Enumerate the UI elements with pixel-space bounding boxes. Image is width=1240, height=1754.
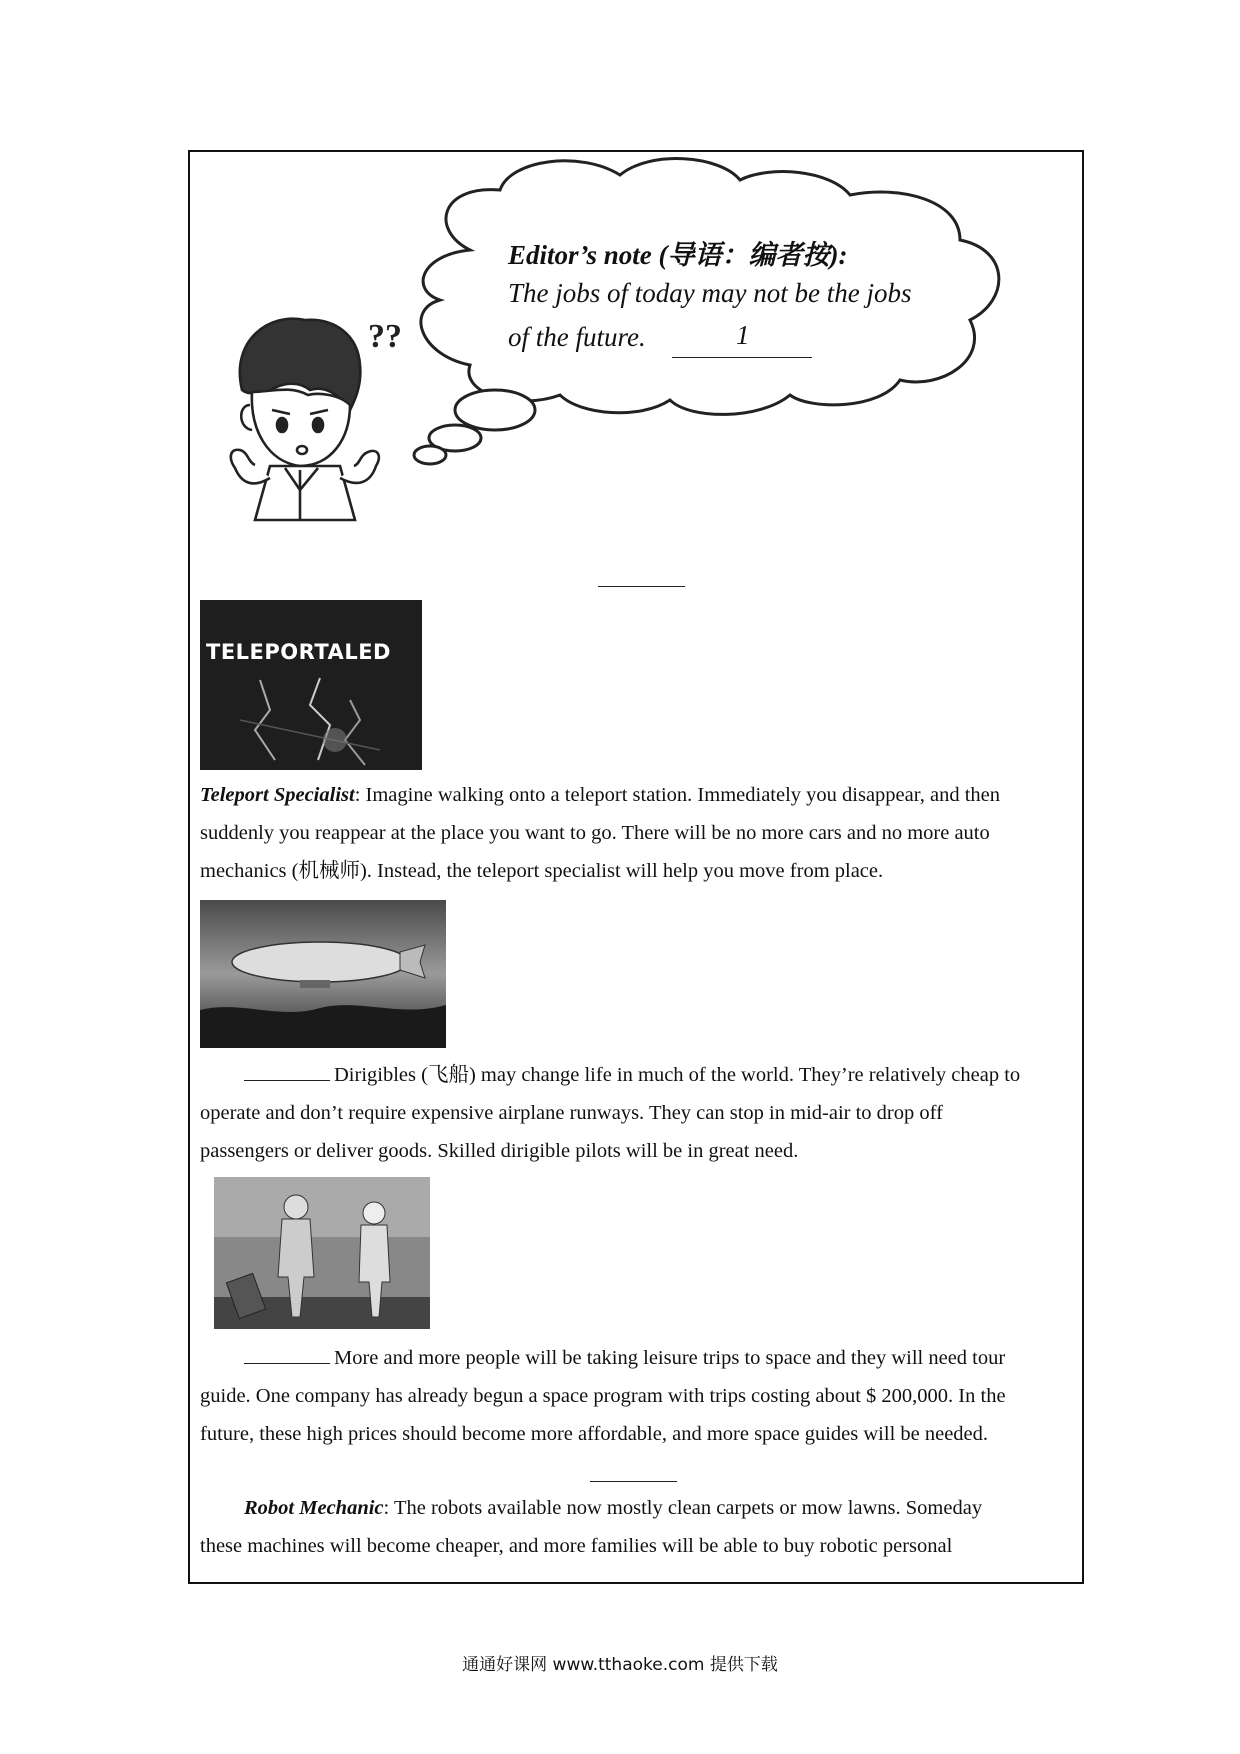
robot-title-blank-line: [590, 1481, 677, 1482]
astronauts-image: [214, 1177, 430, 1329]
teleport-paragraph: Teleport Specialist: Imagine walking onto a teleport station. Immediately you disappear, and then suddenly you reappear at the place you want to go. There will be no more cars and no more auto mechanics (机械师). Instead, the teleport specialist will help you move from place.: [200, 784, 1001, 882]
blank-1-number: 1: [736, 320, 750, 350]
teleport-image: [200, 600, 422, 770]
question-marks: ??: [368, 318, 402, 355]
teleportaled-label: TELEPORTALED: [206, 640, 391, 664]
editor-note-line2: of the future.: [508, 322, 646, 352]
robot-mechanic-paragraph: Robot Mechanic: The robots available now mostly clean carpets or mow lawns. Someday these machines will become cheaper, and more families will be able to buy robotic personal: [200, 1497, 983, 1557]
space-guide-paragraph: More and more people will be taking leisure trips to space and they will need tour guide. One company has already begun a space program with trips costing about $ 200,000. In the future, these high prices should become more affordable, and more space guides will be needed.: [200, 1347, 1006, 1445]
confused-boy-icon: [231, 319, 379, 520]
editor-note-title: Editor’s note (导语：编者按):: [508, 240, 848, 270]
blank-1-line: [672, 357, 812, 358]
editor-note-line1: The jobs of today may not be the jobs: [508, 278, 912, 308]
dirigible-image: [200, 900, 446, 1048]
dirigible-title-blank: [244, 1062, 330, 1081]
space-title-blank: [244, 1345, 330, 1364]
robot-heading: Robot Mechanic: [244, 1497, 384, 1519]
dirigible-paragraph: Dirigibles (飞船) may change life in much of the world. They’re relatively cheap to operate and don’t require expensive airplane runways. They can stop in mid-air to drop off passengers or deliver goods. Skilled dirigible pilots will be in great need.: [200, 1064, 1021, 1162]
title-blank-line: [598, 586, 685, 587]
footer-source: 通通好课网 www.tthaoke.com 提供下载: [462, 1655, 778, 1675]
teleport-heading: Teleport Specialist: [200, 784, 355, 806]
